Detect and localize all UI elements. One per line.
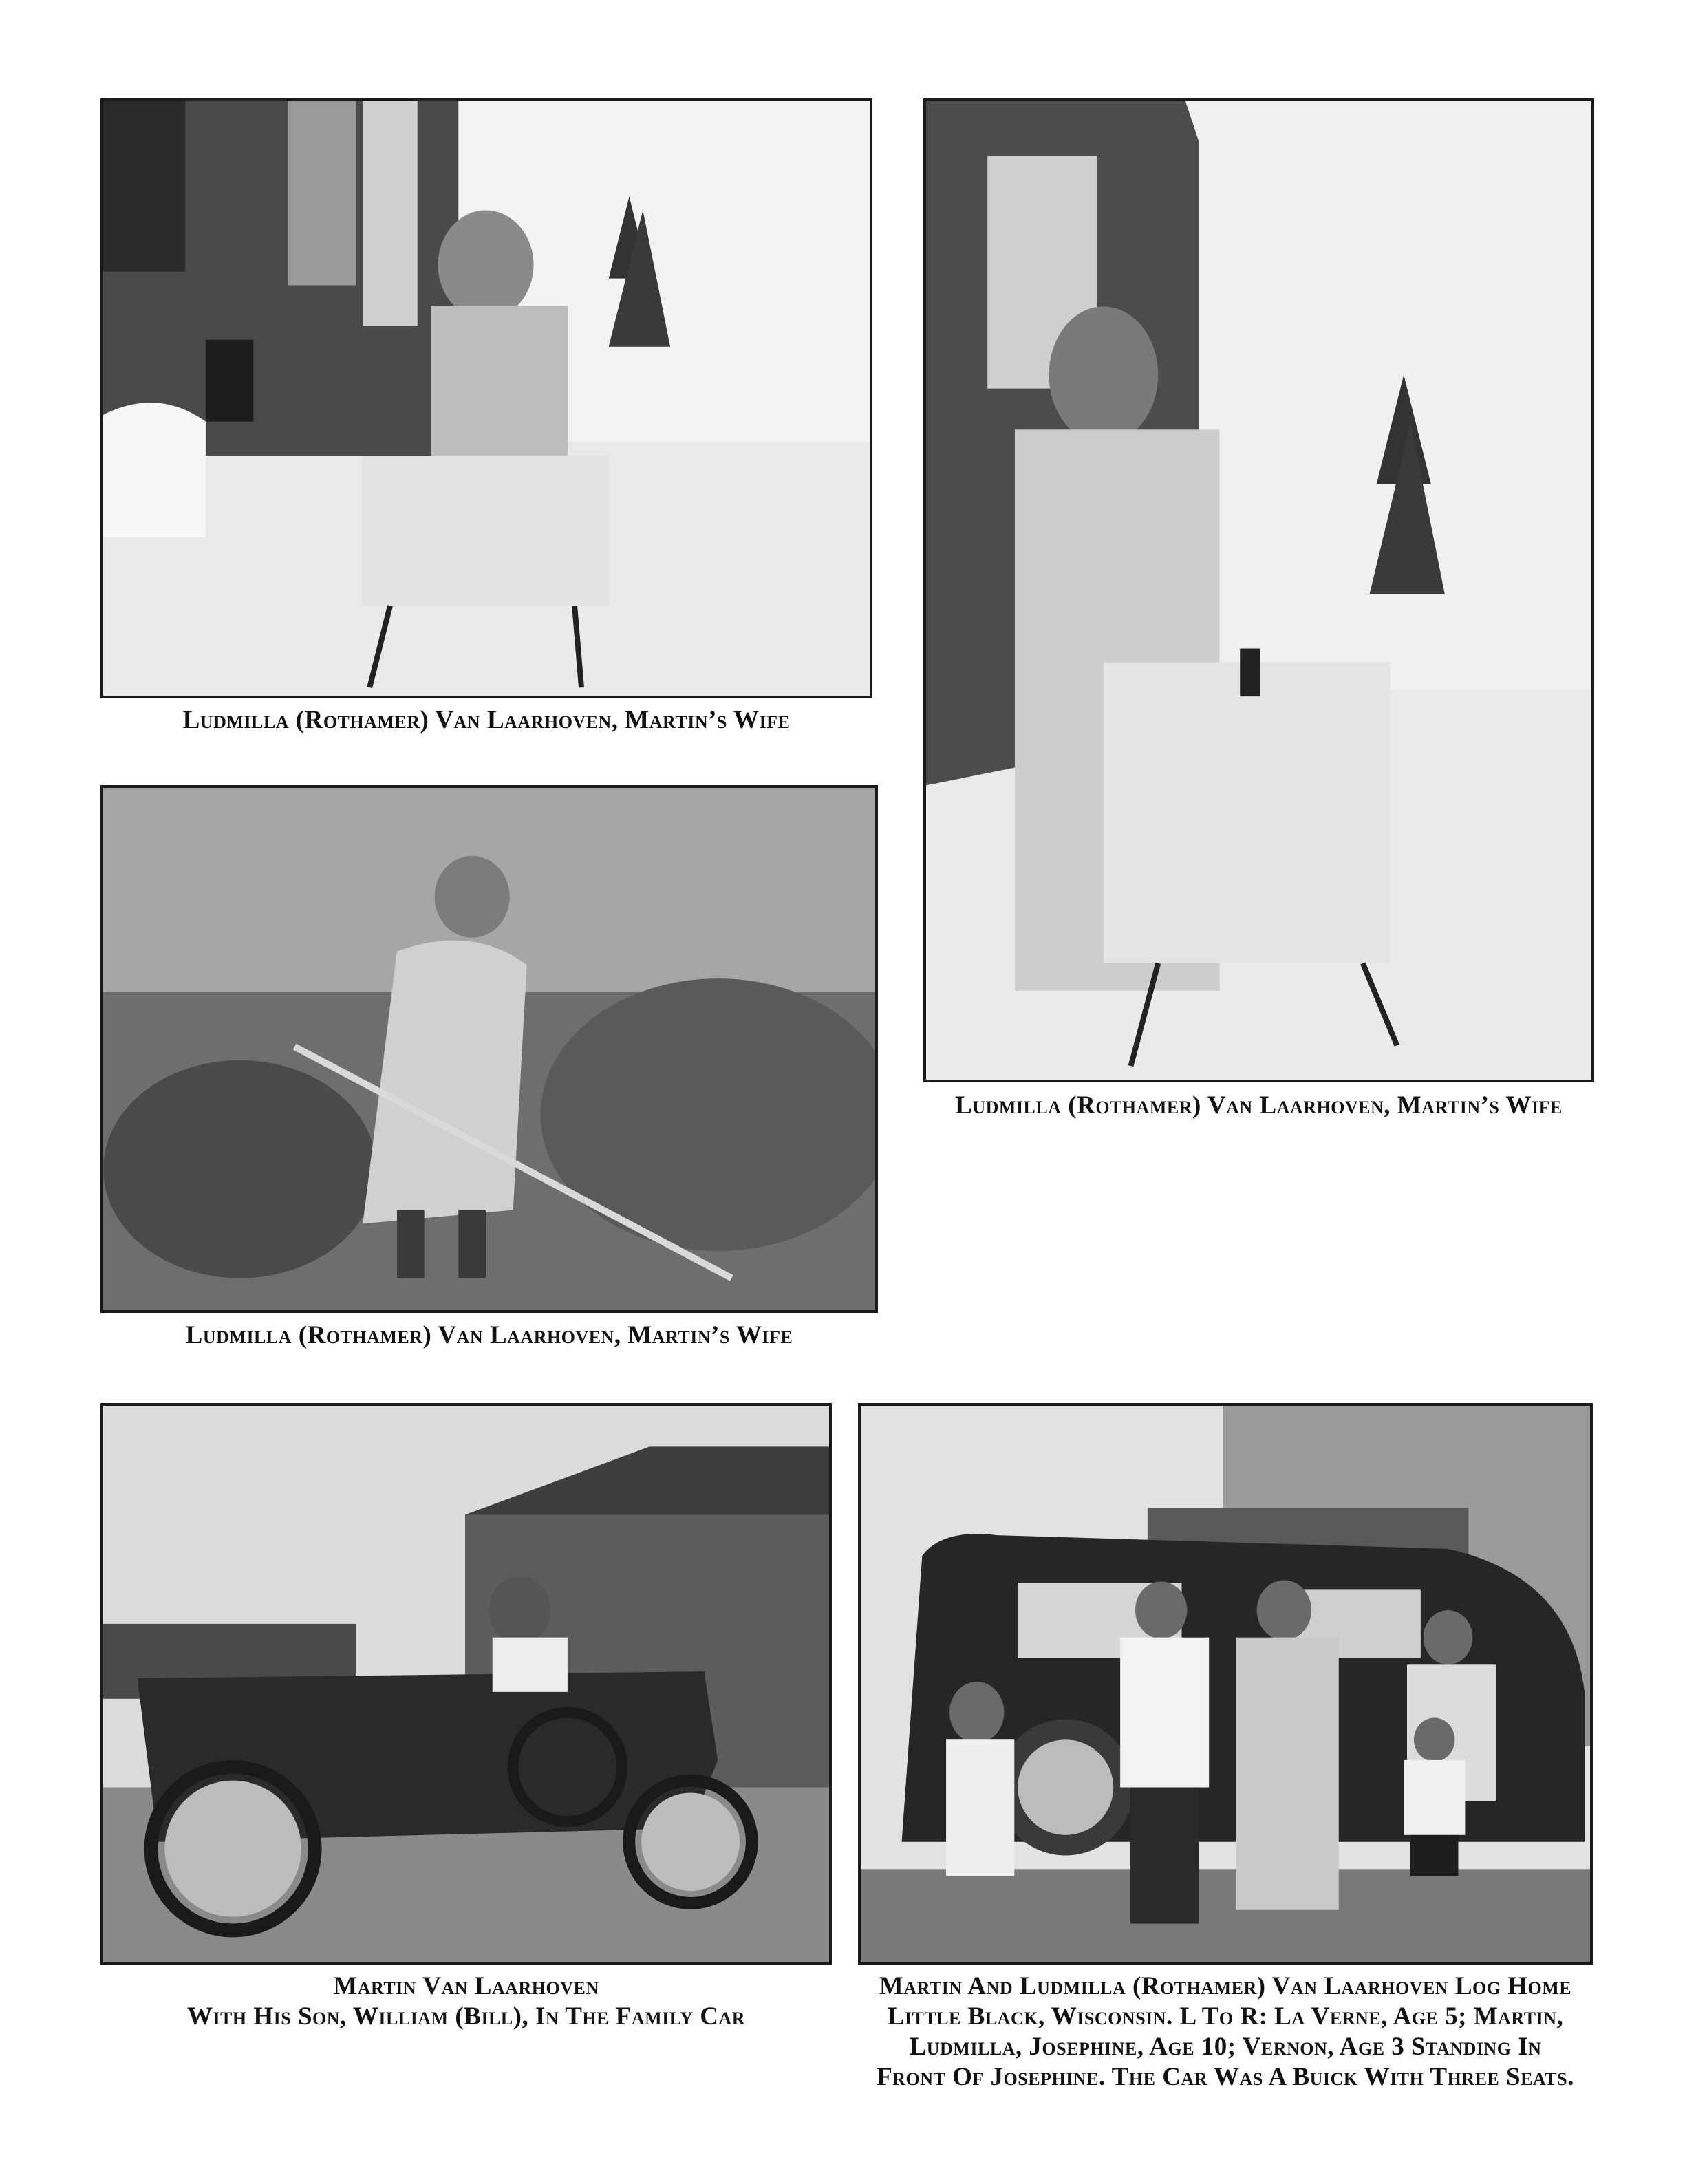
photo-ludmilla-snow-1 (100, 98, 872, 698)
photo-martin-car (100, 1403, 832, 1965)
caption-photo-4-line-1: Martin Van Laarhoven (333, 1972, 599, 2000)
caption-photo-5 (858, 1971, 1593, 2092)
caption-photo-1-line-1: Ludmilla (Rothamer) Van Laarhoven, Martin’s Wife (182, 706, 791, 734)
photo-ludmilla-snow-2 (923, 98, 1594, 1082)
caption-photo-5-line-4: Front Of Josephine. The Car Was A Buick With Three Seats. (877, 2063, 1574, 2091)
caption-photo-5-line-1: Martin And Ludmilla (Rothamer) Van Laarhoven Log Home (879, 1972, 1572, 2000)
caption-photo-5-line-3: Ludmilla, Josephine, Age 10; Vernon, Age 3 Standing In (909, 2033, 1542, 2061)
photo-martin-car-image (103, 1406, 829, 1962)
photo-ludmilla-snow-1-image (103, 101, 870, 696)
photo-ludmilla-garden (100, 785, 878, 1313)
photo-family-log-home (858, 1403, 1593, 1965)
caption-photo-2-line-1: Ludmilla (Rothamer) Van Laarhoven, Martin’s Wife (955, 1091, 1563, 1120)
photo-family-log-home-image (861, 1406, 1590, 1962)
caption-photo-2 (923, 1091, 1594, 1121)
caption-photo-1 (100, 705, 872, 736)
photo-ludmilla-snow-2-image (926, 101, 1591, 1080)
caption-photo-4-line-2: With His Son, William (Bill), In The Family Car (186, 2002, 746, 2031)
caption-photo-5-line-2: Little Black, Wisconsin. L To R: La Verne, Age 5; Martin, (887, 2002, 1564, 2031)
caption-photo-3-line-1: Ludmilla (Rothamer) Van Laarhoven, Martin’s Wife (185, 1321, 793, 1349)
caption-photo-4 (100, 1971, 832, 2032)
photo-ludmilla-garden-image (103, 788, 875, 1310)
caption-photo-3 (100, 1320, 878, 1351)
